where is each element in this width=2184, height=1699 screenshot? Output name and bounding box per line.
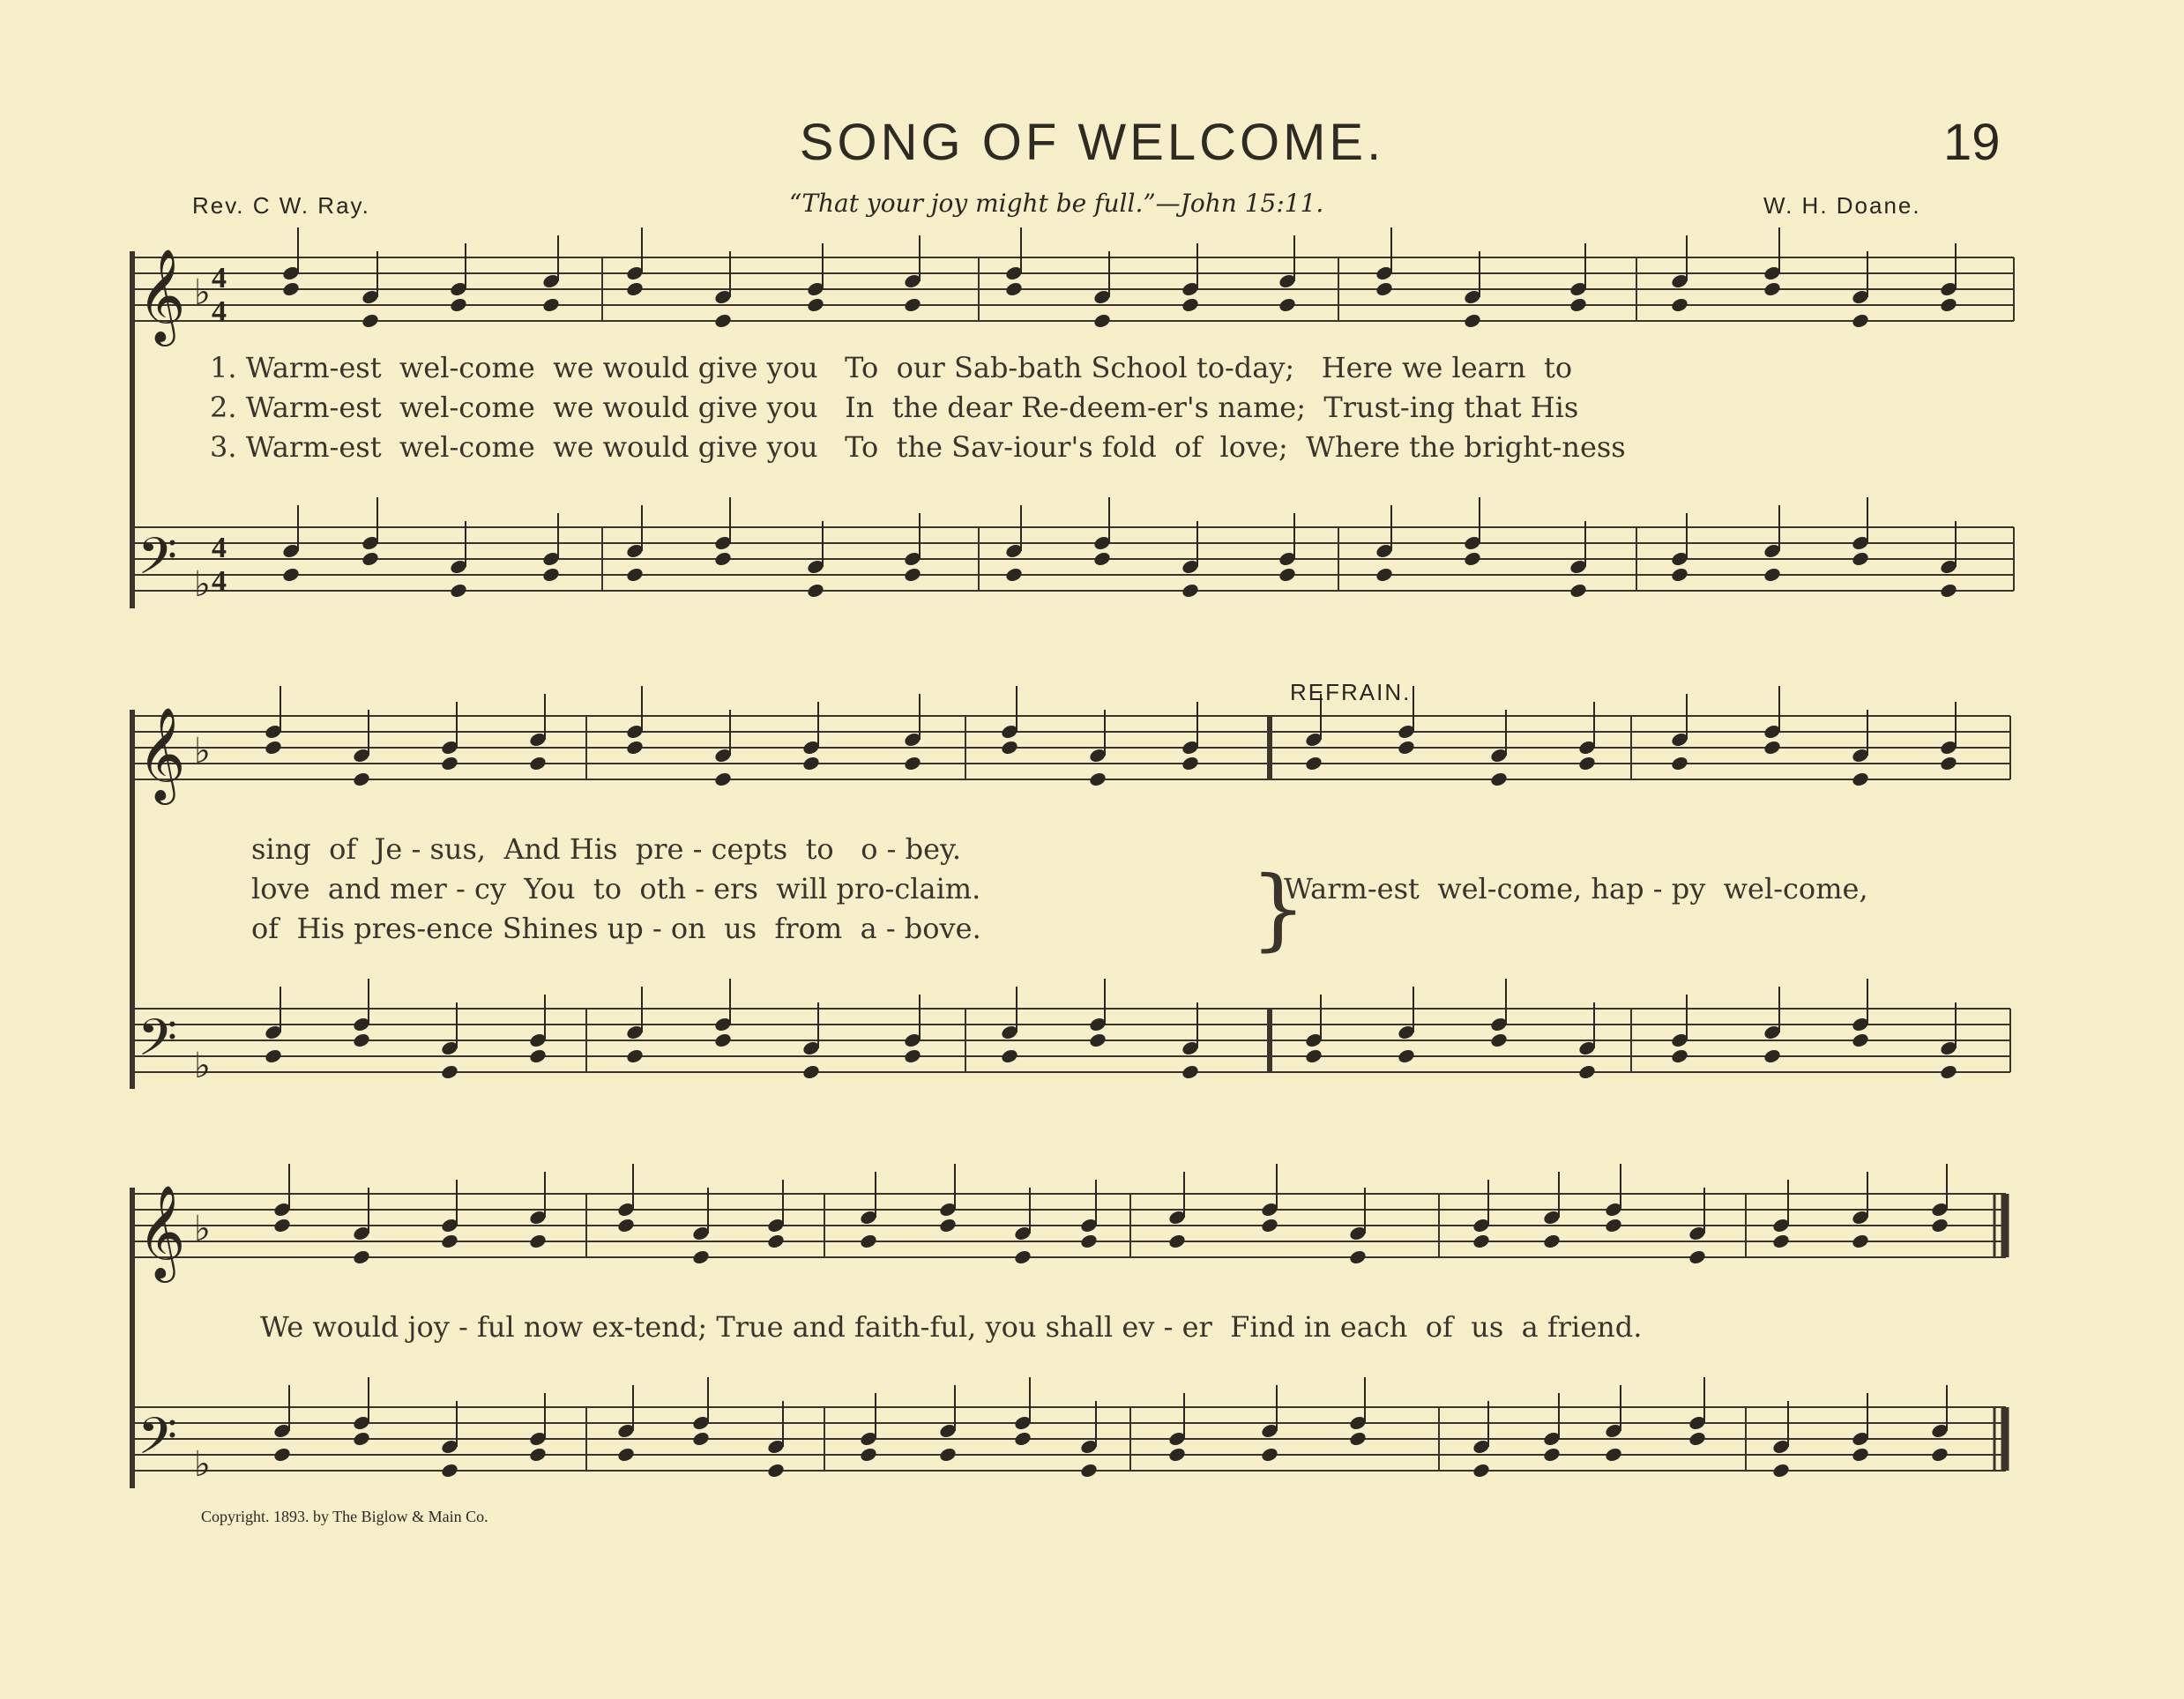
svg-text:4: 4 <box>212 565 227 598</box>
notehead <box>859 1446 878 1463</box>
verse-2-continuation: love and mer - cy You to oth - ers will pro-claim. <box>251 872 981 905</box>
svg-text:𝄞: 𝄞 <box>138 248 186 342</box>
refrain-lyric: Warm-est wel-come, hap - py wel-come, <box>1284 872 1868 905</box>
notehead <box>1771 1233 1791 1249</box>
notehead <box>1013 1430 1032 1447</box>
notehead <box>1688 1248 1707 1265</box>
notehead <box>352 1430 371 1447</box>
svg-text:4: 4 <box>212 532 227 564</box>
notehead <box>616 1446 636 1463</box>
svg-text:𝄞: 𝄞 <box>138 706 186 801</box>
notehead <box>691 1248 711 1265</box>
refrain-label: REFRAIN. <box>1290 679 1412 705</box>
notehead <box>766 1462 786 1479</box>
notehead <box>859 1233 878 1249</box>
svg-text:𝄢: 𝄢 <box>138 1406 178 1479</box>
composer-credit: W. H. Doane. <box>1763 192 1921 219</box>
verse-1-continuation: sing of Je - sus, And His pre - cepts to o - bey. <box>251 832 962 866</box>
svg-text:♭: ♭ <box>194 1444 211 1485</box>
lyricist-credit: Rev. C W. Ray. <box>192 192 370 219</box>
svg-text:𝄢: 𝄢 <box>138 526 178 599</box>
notehead <box>1013 1248 1032 1265</box>
notehead <box>528 1233 548 1249</box>
notehead <box>691 1430 711 1447</box>
svg-text:4: 4 <box>212 262 227 294</box>
notehead <box>440 1233 459 1249</box>
verse-1-lyric: 1. Warm-est wel-come we would give you To our Sab-bath School to-day; Here we learn to <box>210 351 1573 384</box>
verse-3-lyric: 3. Warm-est wel-come we would give you To the Sav-iour's fold of love; Where the bright-ness <box>210 430 1626 464</box>
notehead <box>938 1217 958 1233</box>
notehead <box>1260 1217 1279 1233</box>
notehead <box>1542 1446 1562 1463</box>
svg-text:𝄞: 𝄞 <box>138 1184 186 1278</box>
verse-2-lyric: 2. Warm-est wel-come we would give you In the dear Re-deem-er's name; Trust-ing that His <box>210 391 1579 424</box>
song-title: SONG OF WELCOME. <box>799 114 1385 171</box>
notehead <box>1472 1462 1491 1479</box>
notehead <box>1771 1462 1791 1479</box>
notehead <box>1604 1446 1623 1463</box>
svg-text:♭: ♭ <box>194 1046 211 1086</box>
page-number: 19 <box>1943 114 2001 171</box>
svg-text:♭: ♭ <box>194 564 211 605</box>
notehead <box>938 1446 958 1463</box>
notehead <box>1348 1430 1368 1447</box>
notehead <box>272 1446 292 1463</box>
notehead <box>1542 1233 1562 1249</box>
svg-text:♭: ♭ <box>194 272 211 313</box>
svg-text:}: } <box>1250 857 1307 960</box>
svg-text:𝄢: 𝄢 <box>138 1008 178 1080</box>
notehead <box>1167 1446 1187 1463</box>
notehead <box>1851 1233 1870 1249</box>
notehead <box>1079 1233 1099 1249</box>
notehead <box>440 1462 459 1479</box>
notehead <box>1930 1217 1949 1233</box>
notehead <box>1688 1430 1707 1447</box>
notehead <box>1260 1446 1279 1463</box>
svg-text:4: 4 <box>212 295 227 328</box>
refrain-continuation-lyric: We would joy - ful now ex-tend; True and faith-ful, you shall ev - er Find in each of us a friend. <box>260 1310 1643 1344</box>
notehead <box>528 1446 548 1463</box>
notehead <box>1851 1446 1870 1463</box>
notehead <box>1604 1217 1623 1233</box>
verse-3-continuation: of His pres-ence Shines up - on us from a - bove. <box>251 912 981 945</box>
notehead <box>1167 1233 1187 1249</box>
notehead <box>352 1248 371 1265</box>
notehead <box>1930 1446 1949 1463</box>
scripture-epigraph: “That your joy might be full.”—John 15:11. <box>789 189 1324 218</box>
notehead <box>616 1217 636 1233</box>
notehead <box>766 1233 786 1249</box>
notehead <box>1472 1233 1491 1249</box>
svg-text:♭: ♭ <box>194 1209 211 1249</box>
notehead <box>272 1217 292 1233</box>
svg-text:♭: ♭ <box>194 731 211 771</box>
notehead <box>1079 1462 1099 1479</box>
copyright-notice: Copyright. 1893. by The Biglow & Main Co. <box>201 1508 488 1525</box>
notehead <box>1348 1248 1368 1265</box>
